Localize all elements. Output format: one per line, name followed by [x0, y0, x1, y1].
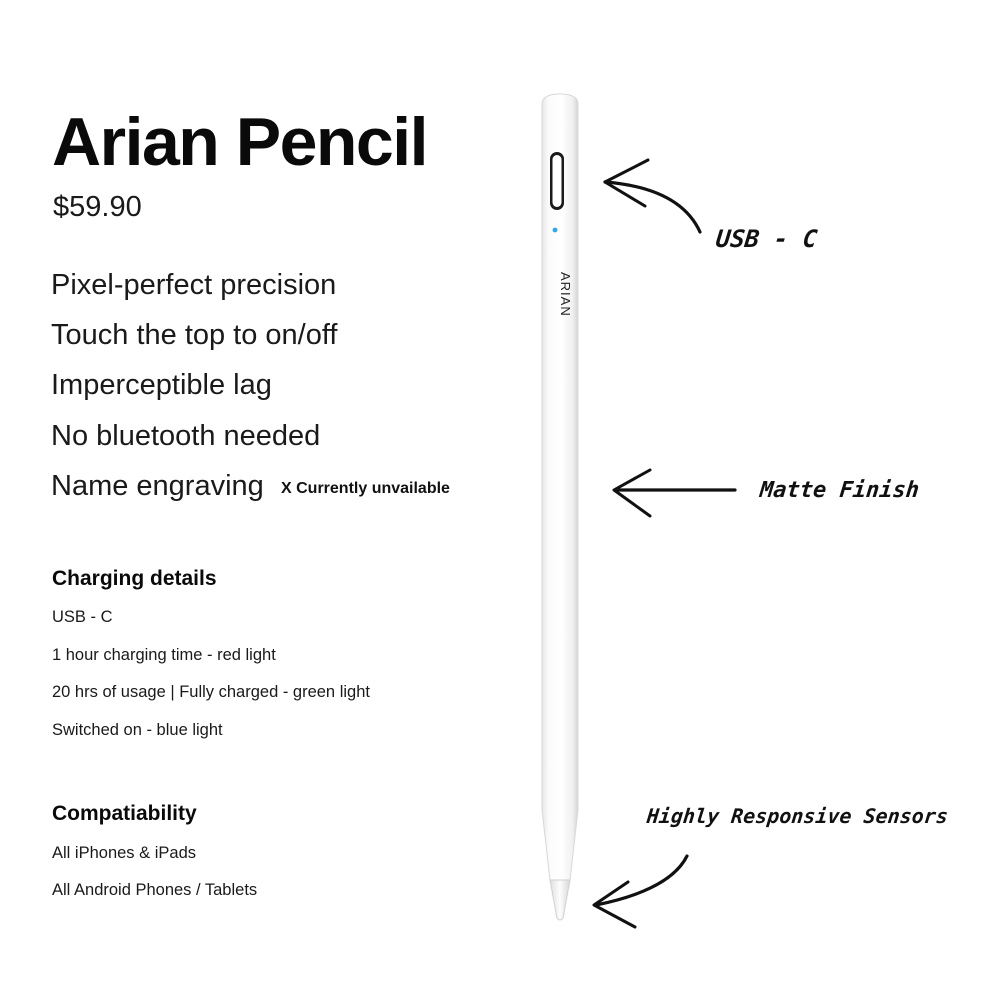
charging-detail: 20 hrs of usage | Fully charged - green light: [52, 683, 370, 701]
compatibility-heading: Compatiability: [52, 802, 197, 825]
feature-item: Touch the top to on/off: [51, 319, 338, 351]
charging-heading: Charging details: [52, 567, 217, 590]
feature-item-engraving: Name engraving: [51, 470, 264, 502]
annotation-matte-finish: Matte Finish: [758, 478, 921, 503]
engraving-status: X Currently unvailable: [281, 480, 450, 497]
feature-item: Pixel-perfect precision: [51, 269, 337, 301]
product-price: $59.90: [53, 191, 142, 223]
charging-detail: USB - C: [52, 608, 113, 626]
compatibility-item: All Android Phones / Tablets: [52, 881, 258, 899]
charging-detail: Switched on - blue light: [52, 721, 223, 739]
annotation-usb: USB - C: [714, 225, 819, 253]
charging-detail: 1 hour charging time - red light: [52, 646, 276, 664]
compatibility-item: All iPhones & iPads: [52, 844, 196, 862]
feature-item: No bluetooth needed: [51, 420, 321, 452]
product-title: Arian Pencil: [52, 104, 428, 180]
feature-item: Imperceptible lag: [51, 369, 272, 401]
arrow-matte-head-icon: [614, 470, 650, 516]
annotation-sensors: Highly Responsive Sensors: [645, 804, 950, 828]
arrow-sensors-icon: [596, 856, 687, 905]
pencil-brand: ARIAN: [558, 272, 573, 317]
